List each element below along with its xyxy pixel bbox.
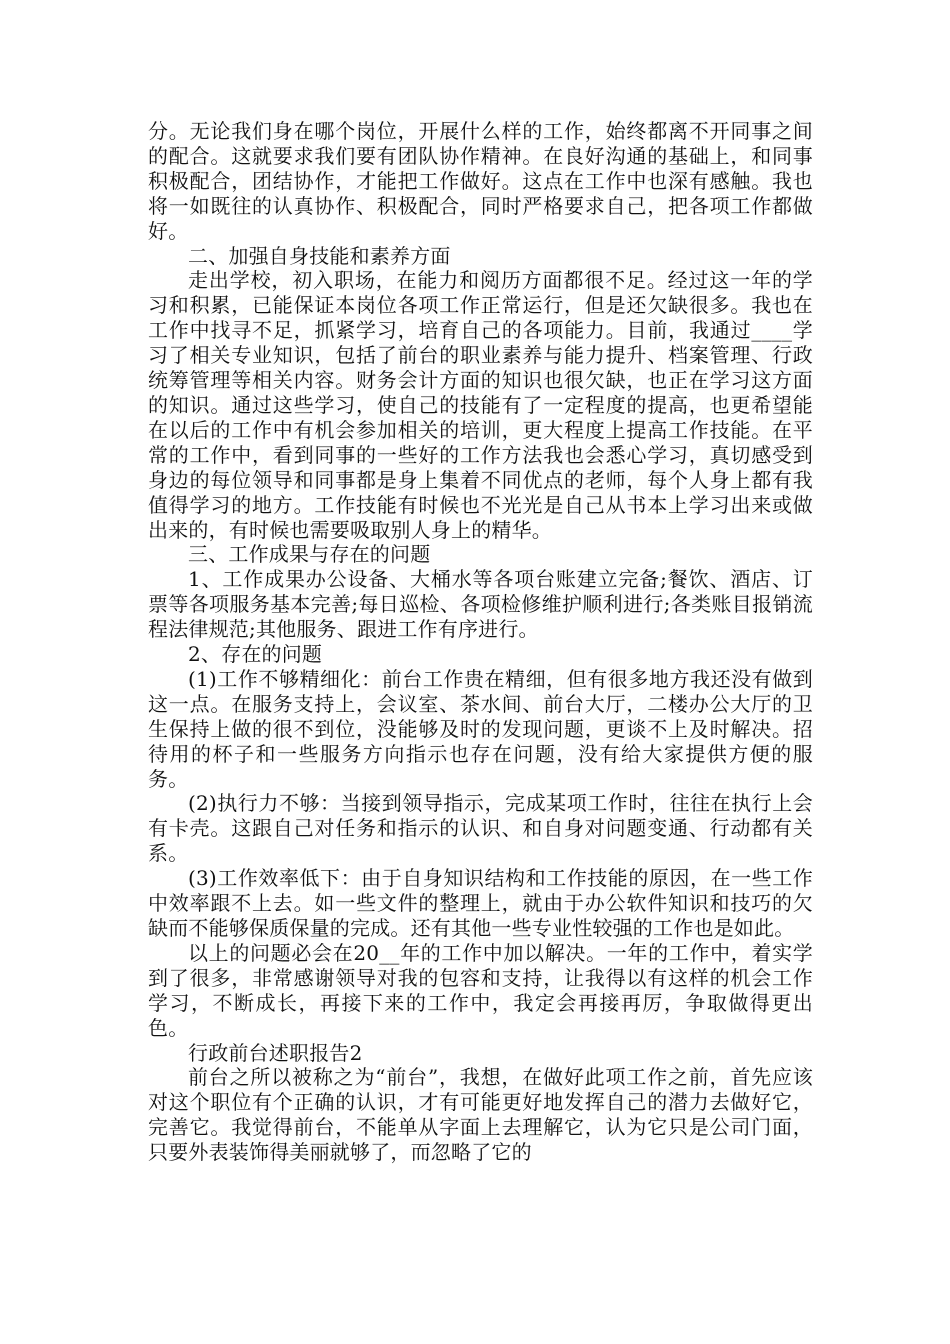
paragraph-problem-3: (3)工作效率低下：由于自身知识结构和工作技能的原因，在一些工作中效率跟不上去。如一些文件的整理上，就由于办公软件知识和技巧的欠缺而不能够保质保量的完成。还有其他一些专业性较强的工作也是如此。 xyxy=(148,866,813,940)
paragraph-problem-2: (2)执行力不够：当接到领导指示，完成某项工作时，往往在执行上会有卡壳。这跟自己对任务和指示的认识、和自身对问题变通、行动都有关系。 xyxy=(148,791,813,866)
heading-existing-problems: 2、存在的问题 xyxy=(188,642,323,667)
heading-skills: 二、加强自身技能和素养方面 xyxy=(188,243,451,268)
paragraph-problem-1: (1)工作不够精细化：前台工作贵在精细，但有很多地方我还没有做到这一点。在服务支持上，会议室、茶水间、前台大厅，二楼办公大厅的卫生保持上做的很不到位，没能够及时的发现问题，更谈不上及时解决。招待用的杯子和一些服务方向指示也存在问题，没有给大家提供方便的服务。 xyxy=(148,666,813,791)
heading-results-problems: 三、工作成果与存在的问题 xyxy=(188,542,431,567)
heading-report-2: 行政前台述职报告2 xyxy=(188,1040,363,1065)
document-body xyxy=(148,119,813,1165)
paragraph-report-2-intro: 前台之所以被称之为“前台”，我想，在做好此项工作之前，首先应该对这个职位有个正确的认识，才有可能更好地发挥自己的潜力去做好它，完善它。我觉得前台，不能单从字面上去理解它，认为它只是公司门面，只要外表装饰得美丽就够了，而忽略了它的 xyxy=(148,1065,813,1165)
paragraph-teamwork: 分。无论我们身在哪个岗位，开展什么样的工作，始终都离不开同事之间的配合。这就要求我们要有团队协作精神。在良好沟通的基础上，和同事积极配合，团结协作，才能把工作做好。这点在工作中也深有感触。我也将一如既往的认真协作、积极配合，同时严格要求自己，把各项工作都做好。 xyxy=(148,119,813,243)
paragraph-conclusion: 以上的问题必会在20__年的工作中加以解决。一年的工作中，着实学到了很多，非常感谢领导对我的包容和支持，让我得以有这样的机会工作学习，不断成长，再接下来的工作中，我定会再接再厉，争取做得更出色。 xyxy=(148,940,813,1040)
paragraph-skills: 走出学校，初入职场，在能力和阅历方面都很不足。经过这一年的学习和积累，已能保证本岗位各项工作正常运行，但是还欠缺很多。我也在工作中找寻不足，抓紧学习，培育自己的各项能力。目前，我通过____学习了相关专业知识，包括了前台的职业素养与能力提升、档案管理、行政统筹管理等相关内容。财务会计方面的知识也很欠缺，也正在学习这方面的知识。通过这些学习，使自己的技能有了一定程度的提高，也更希望能在以后的工作中有机会参加相关的培训，更大程度上提高工作技能。在平常的工作中，看到同事的一些好的工作方法我也会悉心学习，真切感受到身边的每位领导和同事都是身上集着不同优点的老师，每个人身上都有我值得学习的地方。工作技能有时候也不光光是自己从书本上学习出来或做出来的，有时候也需要吸取别人身上的精华。 xyxy=(148,268,813,542)
paragraph-work-results: 1、工作成果办公设备、大桶水等各项台账建立完备;餐饮、酒店、订票等各项服务基本完善;每日巡检、各项检修维护顺利进行;各类账目报销流程法律规范;其他服务、跟进工作有序进行。 xyxy=(148,567,813,642)
